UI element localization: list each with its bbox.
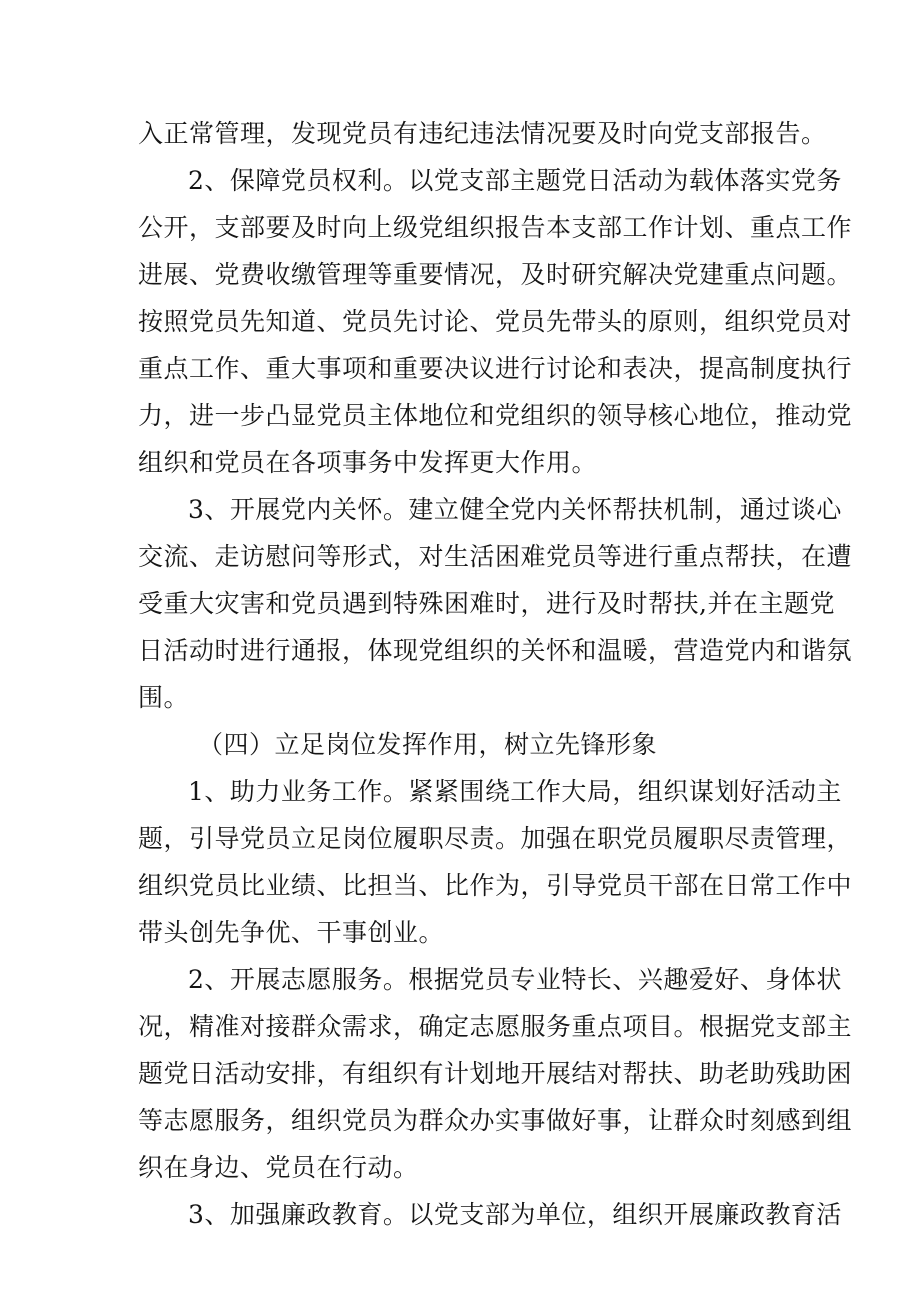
paragraph-line: 力，进一步凸显党员主体地位和党组织的领导核心地位，推动党 (138, 401, 853, 430)
paragraph-line: 组织党员比业绩、比担当、比作为，引导党员干部在日常工作中 (138, 871, 853, 900)
paragraph-line: 3、加强廉政教育。以党支部为单位，组织开展廉政教育活 (188, 1200, 842, 1229)
paragraph-line: 况，精准对接群众需求，确定志愿服务重点项目。根据党支部主 (138, 1012, 853, 1041)
paragraph-line: 进展、党费收缴管理等重要情况，及时研究解决党建重点问题。 (138, 260, 853, 289)
paragraph-line: 织在身边、党员在行动。 (138, 1153, 419, 1182)
paragraph-line: 等志愿服务，组织党员为群众办实事做好事，让群众时刻感到组 (138, 1106, 853, 1135)
paragraph-line: 2、开展志愿服务。根据党员专业特长、兴趣爱好、身体状 (188, 965, 842, 994)
paragraph-line: 题党日活动安排，有组织有计划地开展结对帮扶、助老助残助困 (138, 1059, 853, 1088)
paragraph-line: 题，引导党员立足岗位履职尽责。加强在职党员履职尽责管理， (138, 824, 853, 853)
paragraph-line: 3、开展党内关怀。建立健全党内关怀帮扶机制，通过谈心 (188, 495, 842, 524)
paragraph-line: 围。 (138, 683, 190, 712)
paragraph-line: 2、保障党员权利。以党支部主题党日活动为载体落实党务 (188, 166, 842, 195)
paragraph-line: 1、助力业务工作。紧紧围绕工作大局，组织谋划好活动主 (188, 777, 842, 806)
paragraph-line: 重点工作、重大事项和重要决议进行讨论和表决，提高制度执行 (138, 354, 853, 383)
paragraph-line: 交流、走访慰问等形式，对生活困难党员等进行重点帮扶，在遭 (138, 542, 853, 571)
paragraph-line: 公开，支部要及时向上级党组织报告本支部工作计划、重点工作 (138, 213, 853, 242)
paragraph-line: 受重大灾害和党员遇到特殊困难时，进行及时帮扶,并在主题党 (138, 589, 835, 618)
paragraph-line: 日活动时进行通报，体现党组织的关怀和温暖，营造党内和谐氛 (138, 636, 853, 665)
paragraph-line: 组织和党员在各项事务中发挥更大作用。 (138, 448, 598, 477)
paragraph-line: 按照党员先知道、党员先讨论、党员先带头的原则，组织党员对 (138, 307, 853, 336)
paragraph-line: 带头创先争优、干事创业。 (138, 918, 445, 947)
paragraph-line: 入正常管理，发现党员有违纪违法情况要及时向党支部报告。 (138, 119, 827, 148)
section-heading: （四）立足岗位发挥作用，树立先锋形象 (198, 730, 658, 759)
